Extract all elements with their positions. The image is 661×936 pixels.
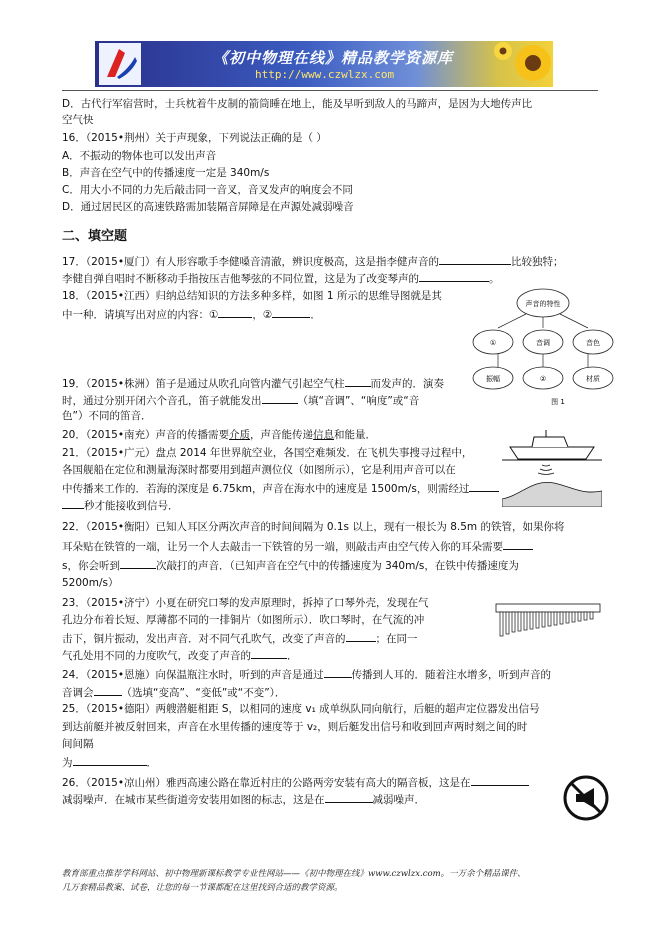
- mindmap-node-label: 材质: [586, 375, 600, 383]
- question-25-cont: 间间隔: [62, 738, 94, 750]
- mindmap-center-label: 声音的特性: [525, 300, 561, 308]
- answer-blank: [218, 306, 252, 318]
- question-22: 22．（2015•衡阳）已知人耳区分两次声音的时间间隔为 0.1s 以上，现有一根长为 8.5m 的铁管，如果你将: [62, 521, 565, 533]
- answer-blank: [469, 480, 499, 492]
- question-25: 25．（2015•德阳）两艘潜艇相距 S，以相同的速度 v₁ 成单纵队同向航行，后艇的超声定位器发出信号: [62, 703, 540, 715]
- question-24: 24．（2015•恩施）向保温瓶注水时，听到的声音是通过 传播到人耳的．随着注水增多，听到声音的: [62, 666, 551, 682]
- question-22-end: 5200m/s）: [62, 577, 119, 589]
- answer-blank: [73, 754, 147, 766]
- section-title: 二、填空题: [62, 229, 128, 244]
- mindmap-node-label: ②: [539, 375, 547, 383]
- question-18: 18．（2015•江西）归纳总结知识的方法多种多样，如图 1 所示的思维导图就是其: [62, 290, 442, 302]
- banner-url[interactable]: http://www.czwlzx.com: [255, 68, 395, 81]
- question-19-cont: 时，通过分别开闭六个音孔，笛子就能发出 （填“音调”、“响度”或“音: [62, 392, 419, 408]
- answer-blank: [325, 791, 373, 803]
- mindmap-node-label: ①: [489, 339, 497, 347]
- question-20: 20．（2015•南充）声音的传播需要介质，声音能传递信息和能量．: [62, 429, 377, 441]
- question-22-cont: s，你会听到 次敲打的声音．（已知声音在空气中的传播速度为 340m/s，在铁中传播速度为: [62, 557, 519, 573]
- question-18-cont: 中一种．请填写出对应的内容：① ，② ．: [62, 306, 321, 322]
- text-line: 空气快: [62, 114, 94, 126]
- no-horn-sign-icon: [562, 774, 610, 822]
- answer-blank: [471, 774, 529, 786]
- question-23-cont: 孔边分布着长短、厚薄都不同的一排铜片（如图所示）．吹口琴时，在气流的冲: [62, 614, 425, 626]
- harmonica-reeds-figure: [494, 598, 602, 638]
- option-c: C．用大小不同的力先后敲击同一音叉，音叉发声的响度会不同: [62, 184, 353, 196]
- sonar-ship-figure: [502, 425, 602, 507]
- answer-blank: [324, 666, 352, 678]
- question-22-cont: 耳朵贴在铁管的一端，让另一个人去敲击一下铁管的另一端，则敲击声由空气传入你的耳朵需要: [62, 538, 533, 554]
- header-divider: [62, 90, 598, 91]
- question-23: 23．（2015•济宁）小夏在研究口琴的发声原理时，拆掉了口琴外壳，发现在气: [62, 597, 429, 609]
- filled-answer: 信息: [313, 429, 335, 441]
- footer-line: 几万套精品教案、试卷，让您的每一节课都配在这里找到合适的教学资源。: [62, 883, 343, 893]
- answer-blank: [439, 253, 511, 265]
- mindmap-node-label: 振幅: [486, 375, 500, 383]
- footer-line: 教育部重点推荐学科网站、初中物理新课标教学专业性网站——《初中物理在线》www.czwlzx.com。一万余个精品课件、: [62, 869, 526, 879]
- mindmap-figure: [468, 286, 618, 410]
- question-25-cont: 到达前艇并被反射回来，声音在水里传播的速度等于 v₂，则后艇发出信号和收到回声两时刻之间的时: [62, 721, 528, 733]
- question-21: 21．（2015•广元）盘点 2014 年世界航空业，各国空难频发．在飞机失事搜寻过程中，: [62, 447, 473, 459]
- question-21-cont: 中传播来工作的．若海的深度是 6.75km，声音在海水中的速度是 1500m/s，则需经过: [62, 480, 499, 496]
- answer-blank: [503, 538, 533, 550]
- figure-caption: 图 1: [551, 398, 565, 406]
- banner-title: 《初中物理在线》精品教学资源库: [213, 49, 454, 67]
- mindmap-node-label: 音调: [536, 339, 550, 347]
- question-23-end: 气孔处用不同的力度吹气，改变了声音的 ．: [62, 647, 298, 663]
- question-24-end: 音调会 （选填“变高”、“变低”或“不变”）．: [62, 684, 285, 700]
- site-logo-icon: [99, 43, 141, 85]
- filled-answer: 介质: [229, 429, 251, 441]
- question-26-end: 减弱噪声．在城市某些街道旁安装用如图的标志，这是在 减弱噪声．: [62, 791, 425, 807]
- question-19-end: 色”）不同的笛音．: [62, 410, 152, 422]
- answer-blank: [62, 497, 84, 509]
- text-line: D．古代行军宿营时，士兵枕着牛皮制的箭筒睡在地上，能及早听到敌人的马蹄声，是因为大地传声比: [62, 98, 533, 110]
- option-d: D．通过居民区的高速铁路需加装隔音屏障是在声源处减弱噪音: [62, 201, 354, 213]
- answer-blank: [262, 392, 298, 404]
- question-16: 16．（2015•荆州）关于声现象，下列说法正确的是（ ）: [62, 132, 327, 144]
- question-19: 19．（2015•株洲）笛子是通过从吹孔向管内灌气引起空气柱 而发声的．演奏: [62, 375, 444, 391]
- answer-blank: [272, 306, 310, 318]
- question-26: 26．（2015•凉山州）雅西高速公路在靠近村庄的公路两旁安装有高大的隔音板，这是在: [62, 774, 529, 790]
- question-23-cont: 击下，铜片振动，发出声音．对不同气孔吹气，改变了声音的 ；在同一: [62, 630, 418, 646]
- answer-blank: [120, 557, 156, 569]
- question-17: 17．（2015•厦门）有人形容歌手李健嗓音清澈，辨识度极高，这是指李健声音的 比较独特；: [62, 253, 564, 269]
- answer-blank: [419, 270, 489, 282]
- option-a: A．不振动的物体也可以发出声音: [62, 150, 217, 162]
- question-25-end: 为 ．: [62, 754, 157, 770]
- question-21-end: 秒才能接收到信号．: [62, 497, 179, 513]
- mindmap-node-label: 音色: [586, 339, 600, 347]
- answer-blank: [94, 684, 122, 696]
- option-b: B．声音在空气中的传播速度一定是 340m/s: [62, 167, 270, 179]
- sunflower-icon: [493, 41, 553, 87]
- answer-blank: [345, 375, 371, 387]
- answer-blank: [346, 630, 376, 642]
- header-banner: [95, 41, 553, 87]
- question-17-cont: 李健自弹自唱时不断移动手指按压吉他琴弦的不同位置，这是为了改变琴声的 。: [62, 270, 500, 286]
- question-21-cont: 各国舰船在定位和测量海深时都要用到超声测位仪（如图所示），它是利用声音可以在: [62, 464, 456, 476]
- answer-blank: [251, 647, 287, 659]
